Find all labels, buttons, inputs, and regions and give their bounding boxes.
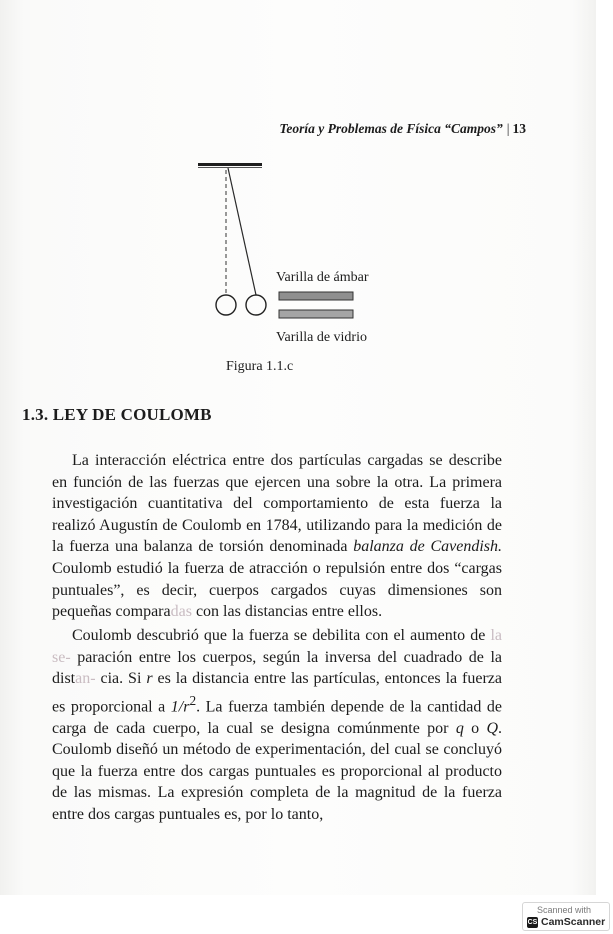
p2-faded-text-1: la se-: [52, 627, 502, 666]
running-title: Teoría y Problemas de Física “Campos”: [279, 121, 503, 136]
p1-text-a: La interacción eléctrica entre dos partículas cargadas se describe en función de las fuerzas que ejercen una sobre la otra. La primera investigación cuantitativa del comportamiento de esta fuerza la realizó Augustín de Coulomb en 1784, utilizando para la medición de la fuerza una balanza de torsión denominada: [52, 452, 502, 556]
glass-rod: [279, 310, 353, 318]
amber-rod: [279, 292, 353, 300]
paragraph-1: [52, 450, 502, 623]
pendulum-thread: [228, 168, 256, 295]
deflected-sphere: [246, 295, 266, 315]
support-bar-shadow: [198, 167, 262, 168]
p2-text-d: es la distancia entre las partículas, entonces la fuerza es proporcional a: [52, 670, 502, 716]
p1-emphasis: balanza de Cavendish.: [353, 538, 502, 556]
p2-faded-text-2: an-: [75, 670, 96, 688]
variable-Q: Q: [486, 719, 499, 737]
figure-caption: Figura 1.1.c: [226, 359, 294, 374]
p2-text-c: cia. Si: [95, 670, 147, 688]
p2-text-e: . La fuerza también depende de la cantidad de carga de cada cuerpo, la cual se designa comúnmente por: [52, 698, 502, 737]
header-separator: |: [506, 121, 510, 136]
section-heading: 1.3. LEY DE COULOMB: [22, 405, 212, 424]
p1-text-b: Coulomb estudió la fuerza de atracción o repulsión entre dos “cargas puntuales”, es decir, cuerpos cargados cuyas dimensiones son pequeñas compara: [52, 559, 502, 621]
p2-text-b: paración entre los cuerpos, según la inversa del cuadrado de la dist: [52, 648, 502, 688]
p1-faded-text: das: [170, 603, 192, 621]
watermark-line1: Scanned with: [537, 905, 592, 915]
amber-rod-label: Varilla de ámbar: [276, 270, 369, 285]
paragraph-2: [52, 625, 502, 826]
p2-text-g: . Coulomb diseñó un método de experimentación, del cual se concluyó que la fuerza entre dos cargas puntuales es proporcional al producto de las mismas. La expresión completa de la magnitud de la fuerza entre dos cargas puntuales es, por lo tanto,: [52, 719, 503, 824]
exponent-2: 2: [189, 692, 197, 708]
p2-text-f: o: [463, 719, 487, 737]
camscanner-watermark: [522, 902, 610, 931]
p2-text-a: Coulomb descubrió que la fuerza se debilita con el aumento de: [72, 627, 491, 644]
page-number: 13: [512, 121, 526, 136]
watermark-brand: CamScanner: [541, 916, 606, 928]
variable-r: r: [146, 670, 153, 688]
pendulum-figure: [0, 0, 596, 380]
rest-sphere: [216, 295, 236, 315]
p1-text-c: con las distancias entre ellos.: [191, 603, 383, 621]
support-bar: [198, 163, 262, 166]
variable-q: q: [455, 719, 464, 737]
glass-rod-label: Varilla de vidrio: [276, 330, 367, 345]
inverse-r-term: 1/r: [170, 698, 190, 716]
camscanner-logo-icon: CS: [527, 919, 538, 926]
